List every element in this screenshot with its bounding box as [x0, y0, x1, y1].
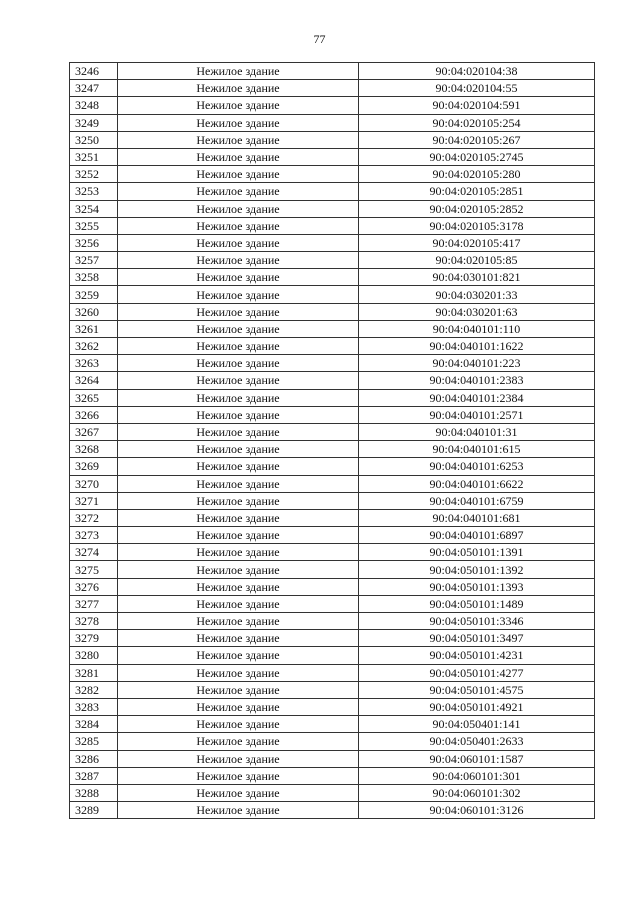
- table-row: [70, 802, 595, 819]
- row-number-cell: 3261: [70, 320, 118, 337]
- table-row: [70, 647, 595, 664]
- row-number-cell: 3286: [70, 750, 118, 767]
- object-type-cell: Нежилое здание: [118, 698, 359, 715]
- table-row: [70, 97, 595, 114]
- row-number-cell: 3252: [70, 166, 118, 183]
- cadastral-number-cell: 90:04:020105:254: [359, 114, 595, 131]
- object-type-cell: Нежилое здание: [118, 681, 359, 698]
- cadastral-number-cell: 90:04:040101:615: [359, 441, 595, 458]
- row-number-cell: 3274: [70, 544, 118, 561]
- cadastral-number-cell: 90:04:020104:38: [359, 63, 595, 80]
- row-number-cell: 3268: [70, 441, 118, 458]
- table-row: [70, 561, 595, 578]
- row-number-cell: 3256: [70, 234, 118, 251]
- cadastral-number-cell: 90:04:020105:3178: [359, 217, 595, 234]
- cadastral-number-cell: 90:04:050101:1393: [359, 578, 595, 595]
- table-row: [70, 80, 595, 97]
- table-row: [70, 303, 595, 320]
- table-row: [70, 733, 595, 750]
- object-type-cell: Нежилое здание: [118, 63, 359, 80]
- row-number-cell: 3285: [70, 733, 118, 750]
- cadastral-number-cell: 90:04:040101:6897: [359, 527, 595, 544]
- object-type-cell: Нежилое здание: [118, 166, 359, 183]
- cadastral-number-cell: 90:04:020105:417: [359, 234, 595, 251]
- cadastral-number-cell: 90:04:050101:3497: [359, 630, 595, 647]
- object-type-cell: Нежилое здание: [118, 372, 359, 389]
- row-number-cell: 3246: [70, 63, 118, 80]
- row-number-cell: 3281: [70, 664, 118, 681]
- cadastral-number-cell: 90:04:030101:821: [359, 269, 595, 286]
- object-type-cell: Нежилое здание: [118, 664, 359, 681]
- cadastral-number-cell: 90:04:060101:302: [359, 784, 595, 801]
- cadastral-number-cell: 90:04:020104:591: [359, 97, 595, 114]
- row-number-cell: 3279: [70, 630, 118, 647]
- cadastral-number-cell: 90:04:040101:1622: [359, 338, 595, 355]
- object-type-cell: Нежилое здание: [118, 338, 359, 355]
- object-type-cell: Нежилое здание: [118, 148, 359, 165]
- object-type-cell: Нежилое здание: [118, 647, 359, 664]
- cadastral-number-cell: 90:04:020105:2745: [359, 148, 595, 165]
- cadastral-number-cell: 90:04:040101:2383: [359, 372, 595, 389]
- row-number-cell: 3255: [70, 217, 118, 234]
- cadastral-number-cell: 90:04:040101:110: [359, 320, 595, 337]
- row-number-cell: 3277: [70, 595, 118, 612]
- row-number-cell: 3260: [70, 303, 118, 320]
- object-type-cell: Нежилое здание: [118, 269, 359, 286]
- cadastral-number-cell: 90:04:050401:141: [359, 716, 595, 733]
- object-type-cell: Нежилое здание: [118, 767, 359, 784]
- cadastral-number-cell: 90:04:030201:33: [359, 286, 595, 303]
- page-number: 77: [313, 32, 326, 46]
- object-type-cell: Нежилое здание: [118, 475, 359, 492]
- cadastral-number-cell: 90:04:050101:4921: [359, 698, 595, 715]
- table-row: [70, 338, 595, 355]
- object-type-cell: Нежилое здание: [118, 492, 359, 509]
- registry-table-body: [70, 63, 595, 819]
- cadastral-number-cell: 90:04:040101:223: [359, 355, 595, 372]
- cadastral-number-cell: 90:04:060101:1587: [359, 750, 595, 767]
- cadastral-number-cell: 90:04:020105:267: [359, 131, 595, 148]
- object-type-cell: Нежилое здание: [118, 97, 359, 114]
- row-number-cell: 3264: [70, 372, 118, 389]
- table-row: [70, 355, 595, 372]
- table-row: [70, 320, 595, 337]
- object-type-cell: Нежилое здание: [118, 80, 359, 97]
- row-number-cell: 3289: [70, 802, 118, 819]
- object-type-cell: Нежилое здание: [118, 595, 359, 612]
- object-type-cell: Нежилое здание: [118, 716, 359, 733]
- row-number-cell: 3262: [70, 338, 118, 355]
- table-row: [70, 544, 595, 561]
- row-number-cell: 3258: [70, 269, 118, 286]
- table-row: [70, 784, 595, 801]
- table-row: [70, 492, 595, 509]
- object-type-cell: Нежилое здание: [118, 389, 359, 406]
- table-row: [70, 286, 595, 303]
- table-row: [70, 269, 595, 286]
- row-number-cell: 3247: [70, 80, 118, 97]
- row-number-cell: 3257: [70, 252, 118, 269]
- table-row: [70, 183, 595, 200]
- row-number-cell: 3270: [70, 475, 118, 492]
- table-row: [70, 200, 595, 217]
- table-row: [70, 716, 595, 733]
- row-number-cell: 3283: [70, 698, 118, 715]
- table-row: [70, 63, 595, 80]
- table-row: [70, 148, 595, 165]
- row-number-cell: 3259: [70, 286, 118, 303]
- cadastral-number-cell: 90:04:050101:1391: [359, 544, 595, 561]
- table-row: [70, 767, 595, 784]
- row-number-cell: 3282: [70, 681, 118, 698]
- row-number-cell: 3251: [70, 148, 118, 165]
- object-type-cell: Нежилое здание: [118, 578, 359, 595]
- row-number-cell: 3288: [70, 784, 118, 801]
- object-type-cell: Нежилое здание: [118, 286, 359, 303]
- object-type-cell: Нежилое здание: [118, 320, 359, 337]
- table-row: [70, 630, 595, 647]
- table-row: [70, 252, 595, 269]
- table-row: [70, 389, 595, 406]
- object-type-cell: Нежилое здание: [118, 217, 359, 234]
- row-number-cell: 3271: [70, 492, 118, 509]
- table-row: [70, 234, 595, 251]
- table-row: [70, 166, 595, 183]
- object-type-cell: Нежилое здание: [118, 733, 359, 750]
- object-type-cell: Нежилое здание: [118, 200, 359, 217]
- object-type-cell: Нежилое здание: [118, 544, 359, 561]
- cadastral-number-cell: 90:04:020104:55: [359, 80, 595, 97]
- row-number-cell: 3269: [70, 458, 118, 475]
- cadastral-number-cell: 90:04:040101:2384: [359, 389, 595, 406]
- cadastral-number-cell: 90:04:060101:3126: [359, 802, 595, 819]
- row-number-cell: 3253: [70, 183, 118, 200]
- table-row: [70, 217, 595, 234]
- row-number-cell: 3267: [70, 423, 118, 440]
- table-row: [70, 527, 595, 544]
- row-number-cell: 3266: [70, 406, 118, 423]
- object-type-cell: Нежилое здание: [118, 561, 359, 578]
- table-row: [70, 698, 595, 715]
- row-number-cell: 3272: [70, 509, 118, 526]
- table-row: [70, 664, 595, 681]
- table-row: [70, 406, 595, 423]
- object-type-cell: Нежилое здание: [118, 750, 359, 767]
- cadastral-number-cell: 90:04:020105:280: [359, 166, 595, 183]
- cadastral-number-cell: 90:04:040101:2571: [359, 406, 595, 423]
- cadastral-number-cell: 90:04:040101:6253: [359, 458, 595, 475]
- object-type-cell: Нежилое здание: [118, 441, 359, 458]
- table-row: [70, 441, 595, 458]
- cadastral-number-cell: 90:04:030201:63: [359, 303, 595, 320]
- cadastral-number-cell: 90:04:050101:4231: [359, 647, 595, 664]
- cadastral-number-cell: 90:04:040101:6759: [359, 492, 595, 509]
- cadastral-number-cell: 90:04:050101:1489: [359, 595, 595, 612]
- cadastral-number-cell: 90:04:050101:4575: [359, 681, 595, 698]
- object-type-cell: Нежилое здание: [118, 423, 359, 440]
- row-number-cell: 3284: [70, 716, 118, 733]
- row-number-cell: 3254: [70, 200, 118, 217]
- object-type-cell: Нежилое здание: [118, 252, 359, 269]
- table-row: [70, 131, 595, 148]
- object-type-cell: Нежилое здание: [118, 183, 359, 200]
- cadastral-number-cell: 90:04:020105:2852: [359, 200, 595, 217]
- table-row: [70, 114, 595, 131]
- row-number-cell: 3249: [70, 114, 118, 131]
- object-type-cell: Нежилое здание: [118, 458, 359, 475]
- table-row: [70, 681, 595, 698]
- row-number-cell: 3273: [70, 527, 118, 544]
- cadastral-number-cell: 90:04:050101:1392: [359, 561, 595, 578]
- object-type-cell: Нежилое здание: [118, 613, 359, 630]
- object-type-cell: Нежилое здание: [118, 131, 359, 148]
- table-row: [70, 372, 595, 389]
- object-type-cell: Нежилое здание: [118, 509, 359, 526]
- row-number-cell: 3287: [70, 767, 118, 784]
- cadastral-number-cell: 90:04:050101:3346: [359, 613, 595, 630]
- row-number-cell: 3276: [70, 578, 118, 595]
- row-number-cell: 3275: [70, 561, 118, 578]
- table-row: [70, 509, 595, 526]
- table-row: [70, 458, 595, 475]
- row-number-cell: 3278: [70, 613, 118, 630]
- row-number-cell: 3248: [70, 97, 118, 114]
- table-row: [70, 423, 595, 440]
- object-type-cell: Нежилое здание: [118, 802, 359, 819]
- row-number-cell: 3250: [70, 131, 118, 148]
- object-type-cell: Нежилое здание: [118, 527, 359, 544]
- cadastral-number-cell: 90:04:050101:4277: [359, 664, 595, 681]
- table-row: [70, 578, 595, 595]
- row-number-cell: 3263: [70, 355, 118, 372]
- table-row: [70, 613, 595, 630]
- object-type-cell: Нежилое здание: [118, 784, 359, 801]
- cadastral-number-cell: 90:04:020105:85: [359, 252, 595, 269]
- object-type-cell: Нежилое здание: [118, 630, 359, 647]
- registry-table: [69, 62, 595, 819]
- cadastral-number-cell: 90:04:020105:2851: [359, 183, 595, 200]
- cadastral-number-cell: 90:04:040101:6622: [359, 475, 595, 492]
- cadastral-number-cell: 90:04:050401:2633: [359, 733, 595, 750]
- table-row: [70, 750, 595, 767]
- table-row: [70, 595, 595, 612]
- row-number-cell: 3265: [70, 389, 118, 406]
- table-row: [70, 475, 595, 492]
- object-type-cell: Нежилое здание: [118, 114, 359, 131]
- object-type-cell: Нежилое здание: [118, 406, 359, 423]
- row-number-cell: 3280: [70, 647, 118, 664]
- cadastral-number-cell: 90:04:040101:31: [359, 423, 595, 440]
- object-type-cell: Нежилое здание: [118, 355, 359, 372]
- cadastral-number-cell: 90:04:040101:681: [359, 509, 595, 526]
- object-type-cell: Нежилое здание: [118, 303, 359, 320]
- cadastral-number-cell: 90:04:060101:301: [359, 767, 595, 784]
- object-type-cell: Нежилое здание: [118, 234, 359, 251]
